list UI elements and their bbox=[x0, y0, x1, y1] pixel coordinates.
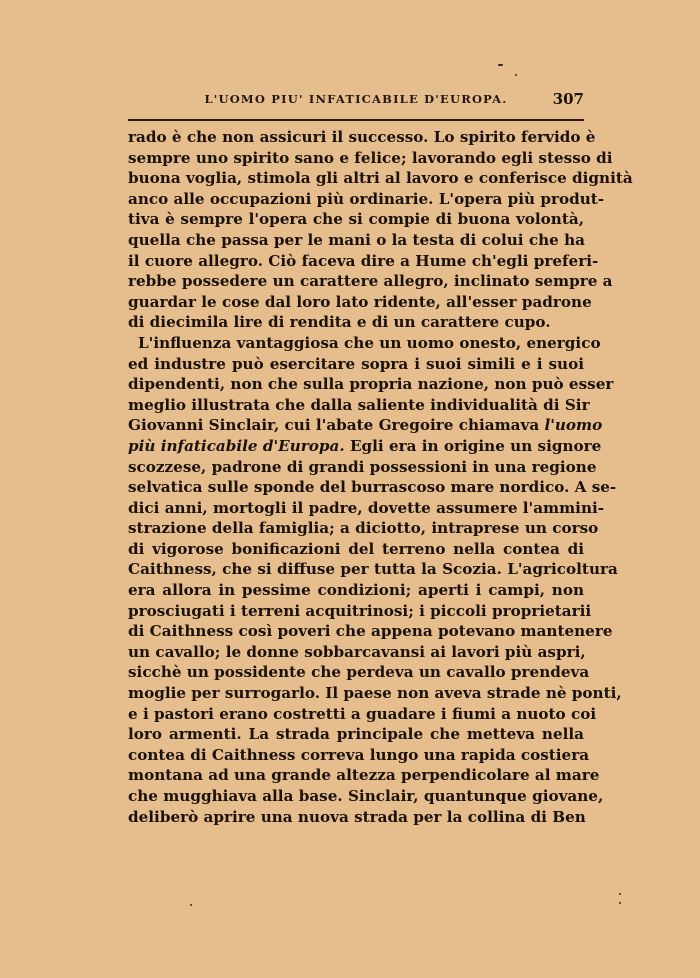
text-line-with-italic bbox=[128, 415, 603, 436]
text-line: sicchè un possidente che perdeva un cavallo prendeva bbox=[128, 663, 590, 682]
text-line: rebbe possedere un carattere allegro, inclinato sempre a bbox=[128, 272, 613, 291]
running-title: L'UOMO PIU' INFATICABILE D'EUROPA. bbox=[204, 92, 508, 106]
text-line: strazione della famiglia; a diciotto, intraprese un corso bbox=[128, 519, 599, 538]
text-line: anco alle occupazioni più ordinarie. L'opera più produt- bbox=[128, 189, 605, 208]
text-line: montana ad una grande altezza perpendicolare al mare bbox=[128, 766, 600, 785]
scan-speck bbox=[190, 904, 192, 906]
text-line: di Caithness così poveri che appena potevano mantenere bbox=[128, 622, 613, 641]
text-line: meglio illustrata che dalla saliente individualità di Sir bbox=[128, 395, 590, 414]
scan-speck bbox=[498, 64, 503, 66]
text-line: prosciugati i terreni acquitrinosi; i piccoli proprietarii bbox=[128, 601, 592, 620]
text-line: dici anni, mortogli il padre, dovette assumere l'ammini- bbox=[128, 498, 605, 517]
text-line: tiva è sempre l'opera che si compie di buona volontà, bbox=[128, 210, 584, 229]
page-number: 307 bbox=[552, 90, 584, 108]
text-line: che mugghiava alla base. Sinclair, quantunque giovane, bbox=[128, 787, 604, 805]
text-line: ed industre può esercitare sopra i suoi simili e i suoi bbox=[128, 354, 584, 373]
italic-title: l'uomo bbox=[544, 416, 603, 435]
text-line: L'influenza vantaggiosa che un uomo onesto, energico bbox=[138, 333, 601, 352]
body-text bbox=[128, 127, 633, 827]
text-line: loro armenti. La strada principale che metteva nella bbox=[128, 725, 584, 744]
text-line: Caithness, che si diffuse per tutta la Scozia. L'agricoltura bbox=[128, 560, 618, 579]
text-line: un cavallo; le donne sobbarcavansi ai lavori più aspri, bbox=[128, 642, 586, 661]
text-line: guardar le cose dal loro lato ridente, all'esser padrone bbox=[128, 292, 592, 311]
text-line: moglie per surrogarlo. Il paese non aveva strade nè ponti, bbox=[128, 684, 622, 703]
text-line: buona voglia, stimola gli altri al lavoro e conferisce dignità bbox=[128, 169, 633, 188]
text-line: era allora in pessime condizioni; aperti i campi, non bbox=[128, 581, 584, 600]
italic-title: più infaticabile d'Europa. bbox=[128, 436, 345, 455]
text-line-with-italic bbox=[128, 436, 602, 457]
scan-speck bbox=[619, 902, 621, 904]
page-header bbox=[128, 92, 584, 112]
text-line: sempre uno spirito sano e felice; lavorando egli stesso di bbox=[128, 148, 613, 167]
text-line: dipendenti, non che sulla propria nazione, non può esser bbox=[128, 375, 614, 394]
text-line: scozzese, padrone di grandi possessioni in una regione bbox=[128, 457, 597, 476]
header-rule bbox=[128, 119, 584, 121]
text-segment: Giovanni Sinclair, cui l'abate Gregoire chiamava bbox=[128, 416, 540, 435]
text-line: contea di Caithness correva lungo una rapida costiera bbox=[128, 745, 590, 764]
text-line: di diecimila lire di rendita e di un carattere cupo. bbox=[128, 313, 551, 332]
text-line: e i pastori erano costretti a guadare i fiumi a nuoto coi bbox=[128, 704, 597, 723]
text-line: quella che passa per le mani o la testa di colui che ha bbox=[128, 230, 585, 249]
text-line: selvatica sulle sponde del burrascoso mare nordico. A se- bbox=[128, 478, 617, 497]
text-segment: Egli era in origine un signore bbox=[349, 436, 602, 455]
scan-speck bbox=[619, 893, 621, 895]
text-line: di vigorose bonificazioni del terreno nella contea di bbox=[128, 539, 584, 558]
text-line: deliberò aprire una nuova strada per la collina di Ben bbox=[128, 807, 586, 826]
text-line: rado è che non assicuri il successo. Lo spirito fervido è bbox=[128, 128, 596, 146]
scan-speck bbox=[515, 74, 517, 76]
text-line: il cuore allegro. Ciò faceva dire a Hume ch'egli preferi- bbox=[128, 251, 599, 270]
